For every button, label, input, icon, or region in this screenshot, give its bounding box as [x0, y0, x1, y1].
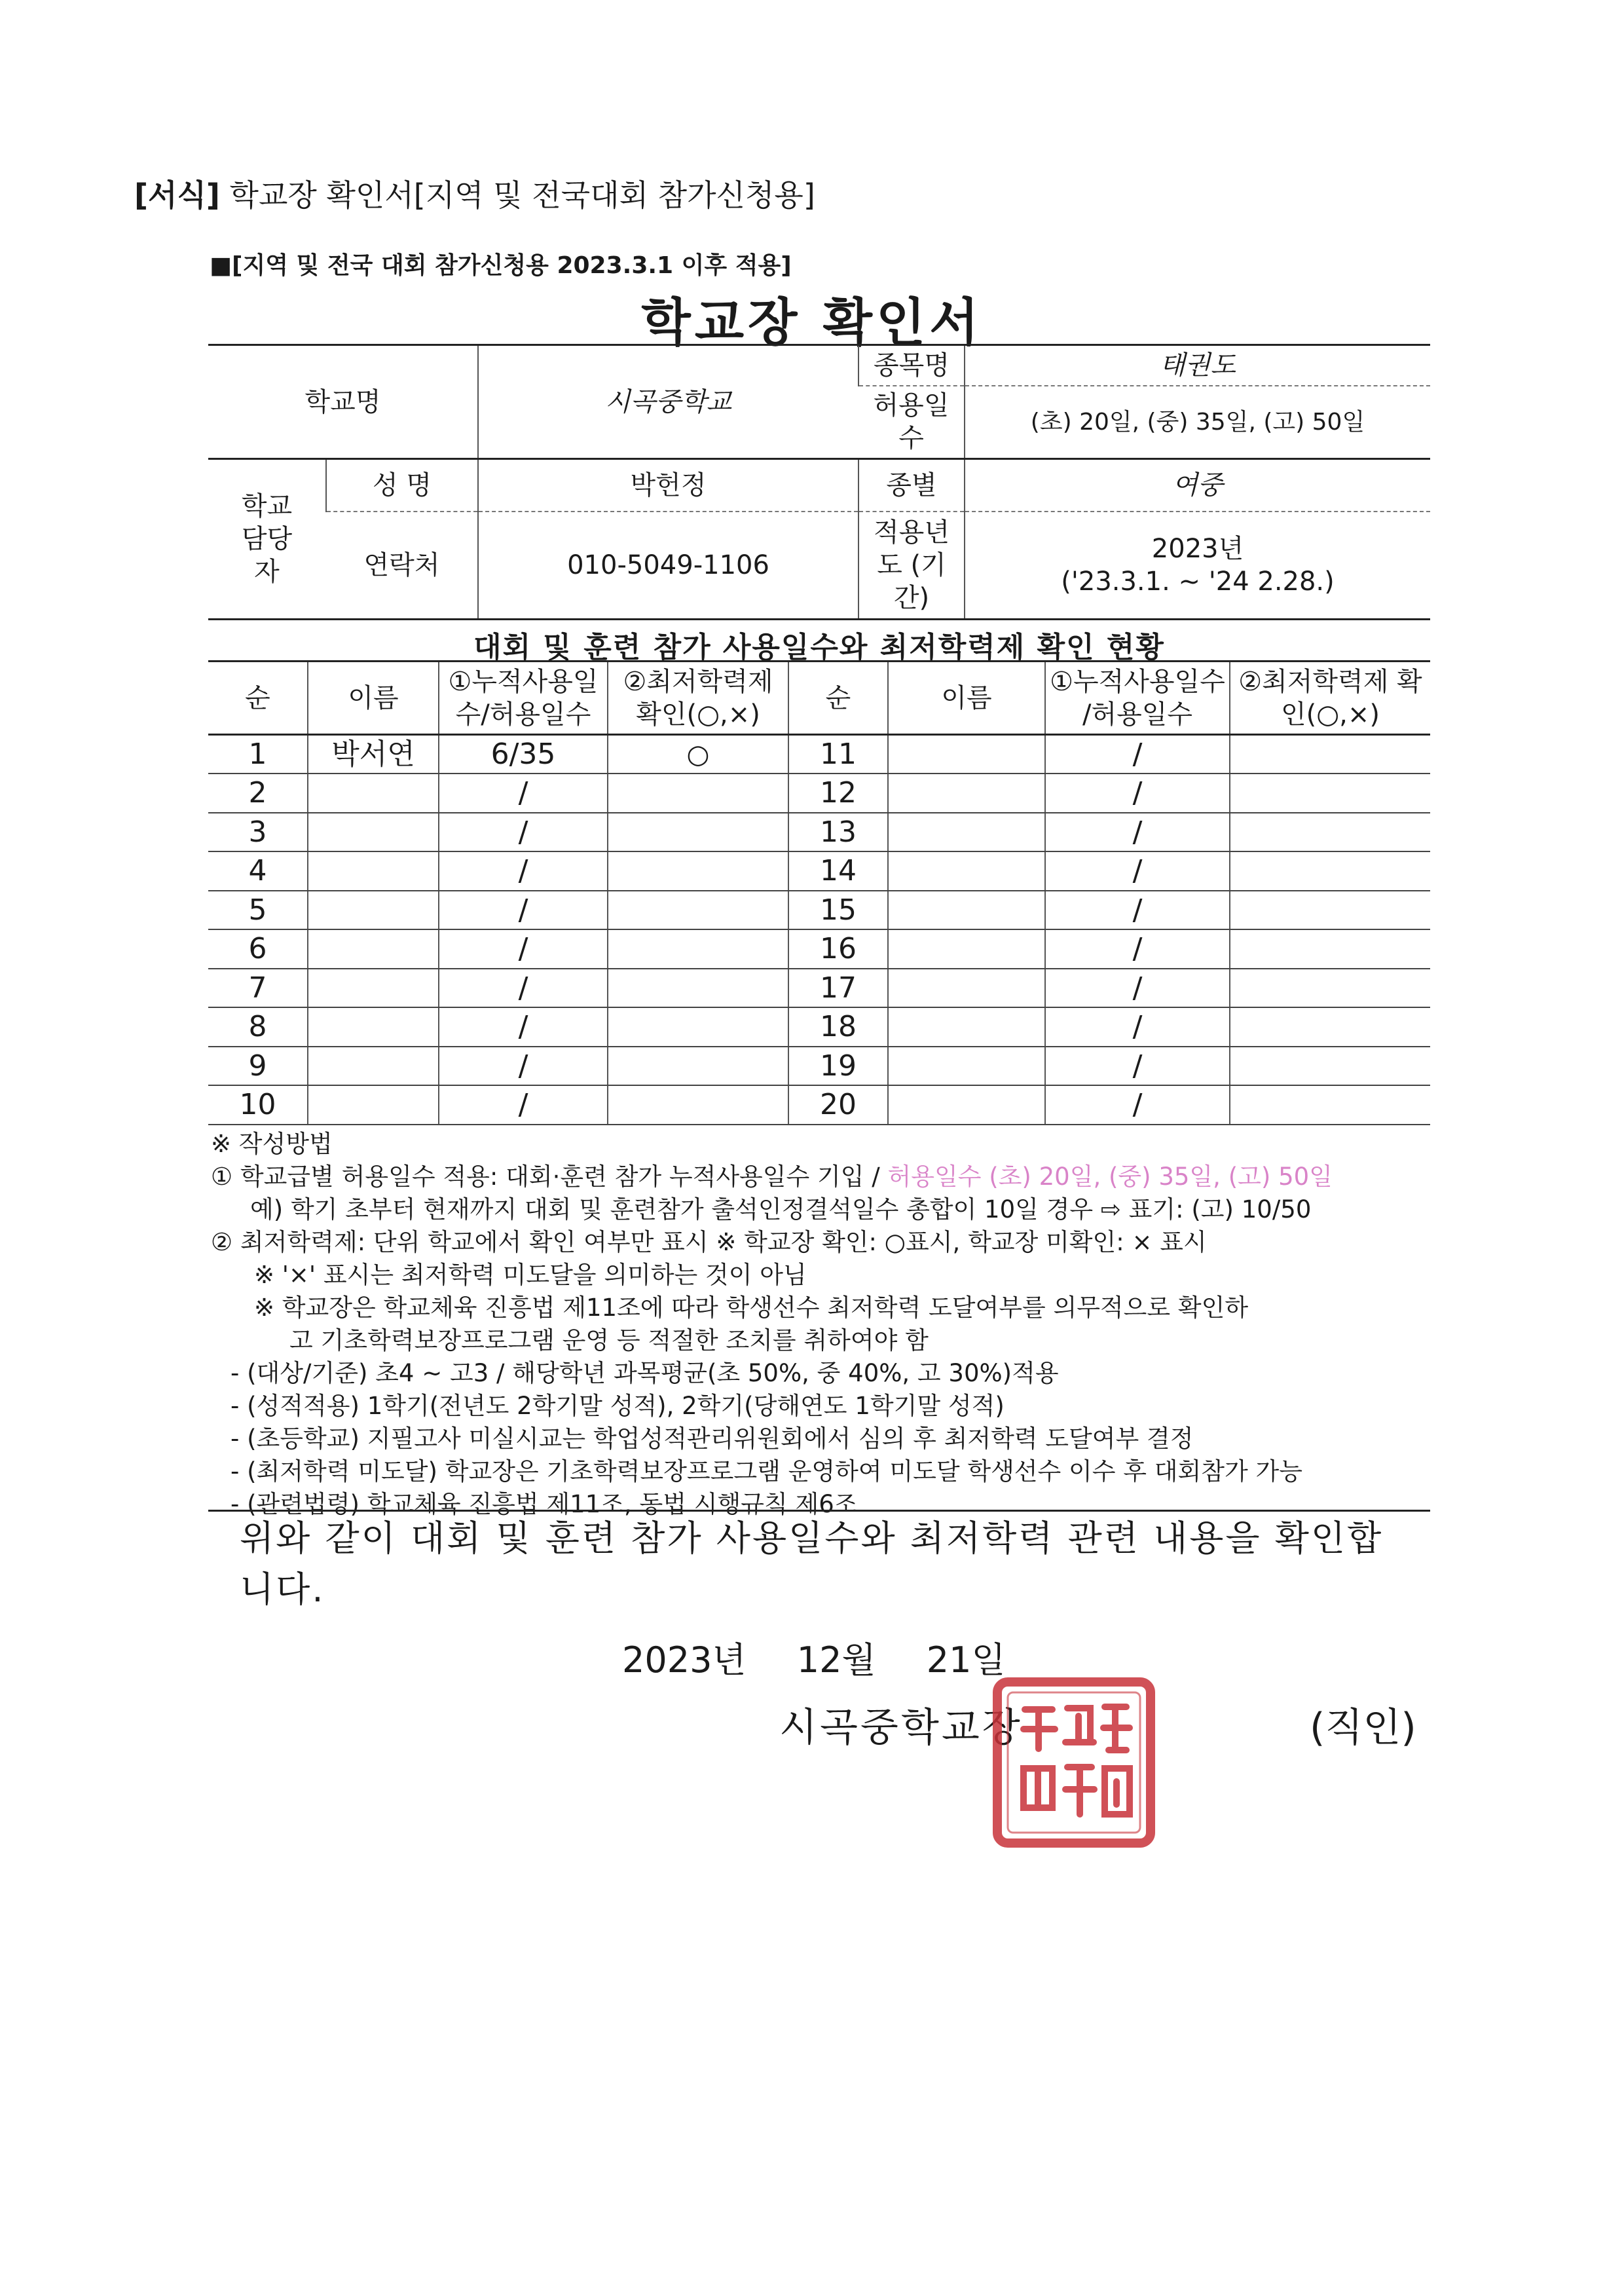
table-cell: ○ — [608, 735, 788, 774]
table-cell — [608, 851, 788, 891]
info-table — [208, 344, 1430, 620]
table-cell: 16 — [788, 929, 888, 969]
header-cell: 순 — [788, 662, 888, 735]
table-cell: / — [439, 1047, 608, 1086]
table-cell: 14 — [788, 851, 888, 891]
table-cell: / — [1045, 1007, 1230, 1047]
table-cell: 10 — [208, 1085, 308, 1125]
period-year: 2023년 — [1151, 533, 1244, 564]
table-cell: 15 — [788, 891, 888, 930]
table-cell: 2 — [208, 774, 308, 813]
table-cell — [1230, 1007, 1430, 1047]
table-cell — [608, 1047, 788, 1086]
school-seal-stamp — [992, 1677, 1156, 1848]
period-label: 적용년도 (기간) — [858, 512, 965, 620]
form-tag: [서식] — [134, 177, 220, 213]
issue-date: 2023년 12월 21일 — [622, 1639, 1006, 1681]
table-cell — [888, 969, 1045, 1008]
table-cell — [1230, 891, 1430, 930]
table-cell: / — [439, 969, 608, 1008]
table-cell: 8 — [208, 1007, 308, 1047]
table-cell: 4 — [208, 851, 308, 891]
table-cell — [308, 774, 439, 813]
table-cell: / — [1045, 891, 1230, 930]
table-row — [208, 735, 1430, 774]
contact-value: 010-5049-1106 — [478, 512, 858, 620]
document-title: 학교장 확인서 — [641, 293, 983, 352]
note-1-highlight: 허용일수 (초) 20일, (중) 35일, (고) 50일 — [887, 1163, 1333, 1191]
table-row — [208, 891, 1430, 930]
detail-1: - (대상/기준) 초4 ~ 고3 / 해당학년 과목평균(초 50%, 중 40%, 고 30%)적용 — [231, 1359, 1059, 1387]
table-cell — [308, 969, 439, 1008]
status-title: 대회 및 훈련 참가 사용일수와 최저학력제 확인 현황 — [473, 631, 1165, 664]
header-cell: ①누적사용일수 /허용일수 — [1045, 662, 1230, 735]
table-cell: 9 — [208, 1047, 308, 1086]
table-cell: 18 — [788, 1007, 888, 1047]
header-cell: 순 — [208, 662, 308, 735]
name-value: 박헌정 — [478, 459, 858, 512]
table-cell: 5 — [208, 891, 308, 930]
table-cell: / — [439, 891, 608, 930]
table-row — [208, 1085, 1430, 1125]
table-cell: / — [1045, 813, 1230, 852]
header-cell: 이름 — [888, 662, 1045, 735]
table-cell — [888, 735, 1045, 774]
table-cell — [888, 1085, 1045, 1125]
detail-3: - (초등학교) 지필고사 미실시교는 학업성적관리위원회에서 심의 후 최저학력 도달여부 결정 — [231, 1425, 1194, 1453]
table-cell: 7 — [208, 969, 308, 1008]
table-row — [208, 774, 1430, 813]
period-range: ('23.3.1. ~ '24 2.28.) — [1061, 566, 1335, 597]
table-cell — [1230, 929, 1430, 969]
table-cell — [308, 851, 439, 891]
table-cell — [888, 1047, 1045, 1086]
note-2-b1: ※ 학교장은 학교체육 진흥법 제11조에 따라 학생선수 최저학력 도달여부를 의무적으로 확인하 — [254, 1294, 1249, 1322]
table-cell — [888, 851, 1045, 891]
note-2-a: ※ '×' 표시는 최저학력 미도달을 의미하는 것이 아님 — [254, 1261, 807, 1289]
table-cell: / — [1045, 929, 1230, 969]
table-cell: 3 — [208, 813, 308, 852]
table-cell — [608, 1085, 788, 1125]
note-1-example: 예) 학기 초부터 현재까지 대회 및 훈련참가 출석인정결석일수 총합이 10일 경우 ⇨ 표기: (고) 10/50 — [250, 1195, 1312, 1223]
table-cell: 20 — [788, 1085, 888, 1125]
table-cell: 6 — [208, 929, 308, 969]
allowed-value: (초) 20일, (중) 35일, (고) 50일 — [965, 386, 1430, 459]
table-cell — [608, 774, 788, 813]
table-cell: / — [439, 774, 608, 813]
table-cell: 17 — [788, 969, 888, 1008]
period-cell — [965, 512, 1430, 620]
table-cell — [608, 969, 788, 1008]
table-cell: / — [439, 813, 608, 852]
table-cell — [1230, 1047, 1430, 1086]
table-cell: 19 — [788, 1047, 888, 1086]
allowed-label: 허용일수 — [858, 386, 965, 459]
table-cell: 1 — [208, 735, 308, 774]
table-cell — [888, 929, 1045, 969]
table-cell — [1230, 735, 1430, 774]
note-1 — [211, 1161, 1455, 1193]
header-cell: ②최저학력제 확인(○,×) — [1230, 662, 1430, 735]
table-cell — [1230, 813, 1430, 852]
table-row — [208, 1007, 1430, 1047]
table-cell — [888, 1007, 1045, 1047]
table-cell — [1230, 851, 1430, 891]
name-label: 성 명 — [326, 459, 478, 512]
table-row — [208, 1047, 1430, 1086]
table-cell: / — [439, 1085, 608, 1125]
table-cell — [1230, 1085, 1430, 1125]
header-cell: 이름 — [308, 662, 439, 735]
table-cell — [308, 1007, 439, 1047]
table-cell: / — [1045, 774, 1230, 813]
detail-5: - (관련법령) 학교체육 진흥법 제11조, 동법 시행규칙 제6조 — [231, 1490, 858, 1518]
school-value: 시곡중학교 — [478, 345, 858, 459]
form-title: 학교장 확인서[지역 및 전국대회 참가신청용] — [219, 177, 815, 213]
header-cell: ②최저학력제 확인(○,×) — [608, 662, 788, 735]
table-cell: 6/35 — [439, 735, 608, 774]
table-cell — [888, 813, 1045, 852]
header-cell: ①누적사용일수/허용일수 — [439, 662, 608, 735]
table-cell: / — [1045, 969, 1230, 1008]
table-cell — [608, 891, 788, 930]
school-label: 학교명 — [208, 345, 478, 459]
table-cell — [308, 813, 439, 852]
note-2: ② 최저학력제: 단위 학교에서 확인 여부만 표시 ※ 학교장 확인: ○표시, 학교장 미확인: × 표시 — [211, 1228, 1207, 1256]
note-1-text: ① 학교급별 허용일수 적용: 대회·훈련 참가 누적사용일수 기입 / — [211, 1163, 888, 1191]
table-cell — [1230, 969, 1430, 1008]
sport-label: 종목명 — [858, 345, 965, 386]
table-cell — [308, 1085, 439, 1125]
table-cell: / — [1045, 1085, 1230, 1125]
table-cell — [608, 929, 788, 969]
table-cell — [308, 1047, 439, 1086]
table-cell — [308, 929, 439, 969]
table-cell: / — [1045, 735, 1230, 774]
table-cell: 12 — [788, 774, 888, 813]
table-row — [208, 929, 1430, 969]
table-cell — [888, 891, 1045, 930]
notes-heading: ※ 작성방법 — [211, 1130, 333, 1158]
table-cell: / — [439, 929, 608, 969]
table-cell — [608, 813, 788, 852]
form-label — [134, 172, 815, 215]
table-cell: 11 — [788, 735, 888, 774]
instructions — [211, 1128, 1455, 1521]
category-value: 여중 — [965, 459, 1430, 512]
table-cell: 박서연 — [308, 735, 439, 774]
contact-label: 연락처 — [326, 512, 478, 620]
table-cell: 13 — [788, 813, 888, 852]
seal-label: (직인) — [1310, 1705, 1416, 1751]
table-cell — [308, 891, 439, 930]
table-header-row — [208, 662, 1430, 735]
table-cell: / — [1045, 851, 1230, 891]
table-row — [208, 969, 1430, 1008]
note-2-b2: 고 기초학력보장프로그램 운영 등 적절한 조치를 취하여야 함 — [289, 1326, 929, 1354]
detail-4: - (최저학력 미도달) 학교장은 기초학력보장프로그램 운영하여 미도달 학생선수 이수 후 대회참가 가능 — [231, 1457, 1303, 1485]
table-cell: / — [1045, 1047, 1230, 1086]
manager-label: 학교 담당자 — [208, 459, 326, 620]
table-row — [208, 813, 1430, 852]
status-table — [208, 660, 1430, 1125]
detail-2: - (성적적용) 1학기(전년도 2학기말 성적), 2학기(당해연도 1학기말 성적) — [231, 1392, 1005, 1420]
table-cell — [1230, 774, 1430, 813]
category-label: 종별 — [858, 459, 965, 512]
sport-value: 태권도 — [965, 345, 1430, 386]
table-cell: / — [439, 1007, 608, 1047]
signer-title: 시곡중학교장 — [779, 1705, 1023, 1751]
divider — [208, 1510, 1430, 1512]
scope-note: ■[지역 및 전국 대회 참가신청용 2023.3.1 이후 적용] — [210, 252, 792, 279]
table-cell — [888, 774, 1045, 813]
table-cell: / — [439, 851, 608, 891]
table-row — [208, 851, 1430, 891]
closing-statement: 위와 같이 대회 및 훈련 참가 사용일수와 최저학력 관련 내용을 확인합니다. — [240, 1518, 1384, 1610]
table-cell — [608, 1007, 788, 1047]
